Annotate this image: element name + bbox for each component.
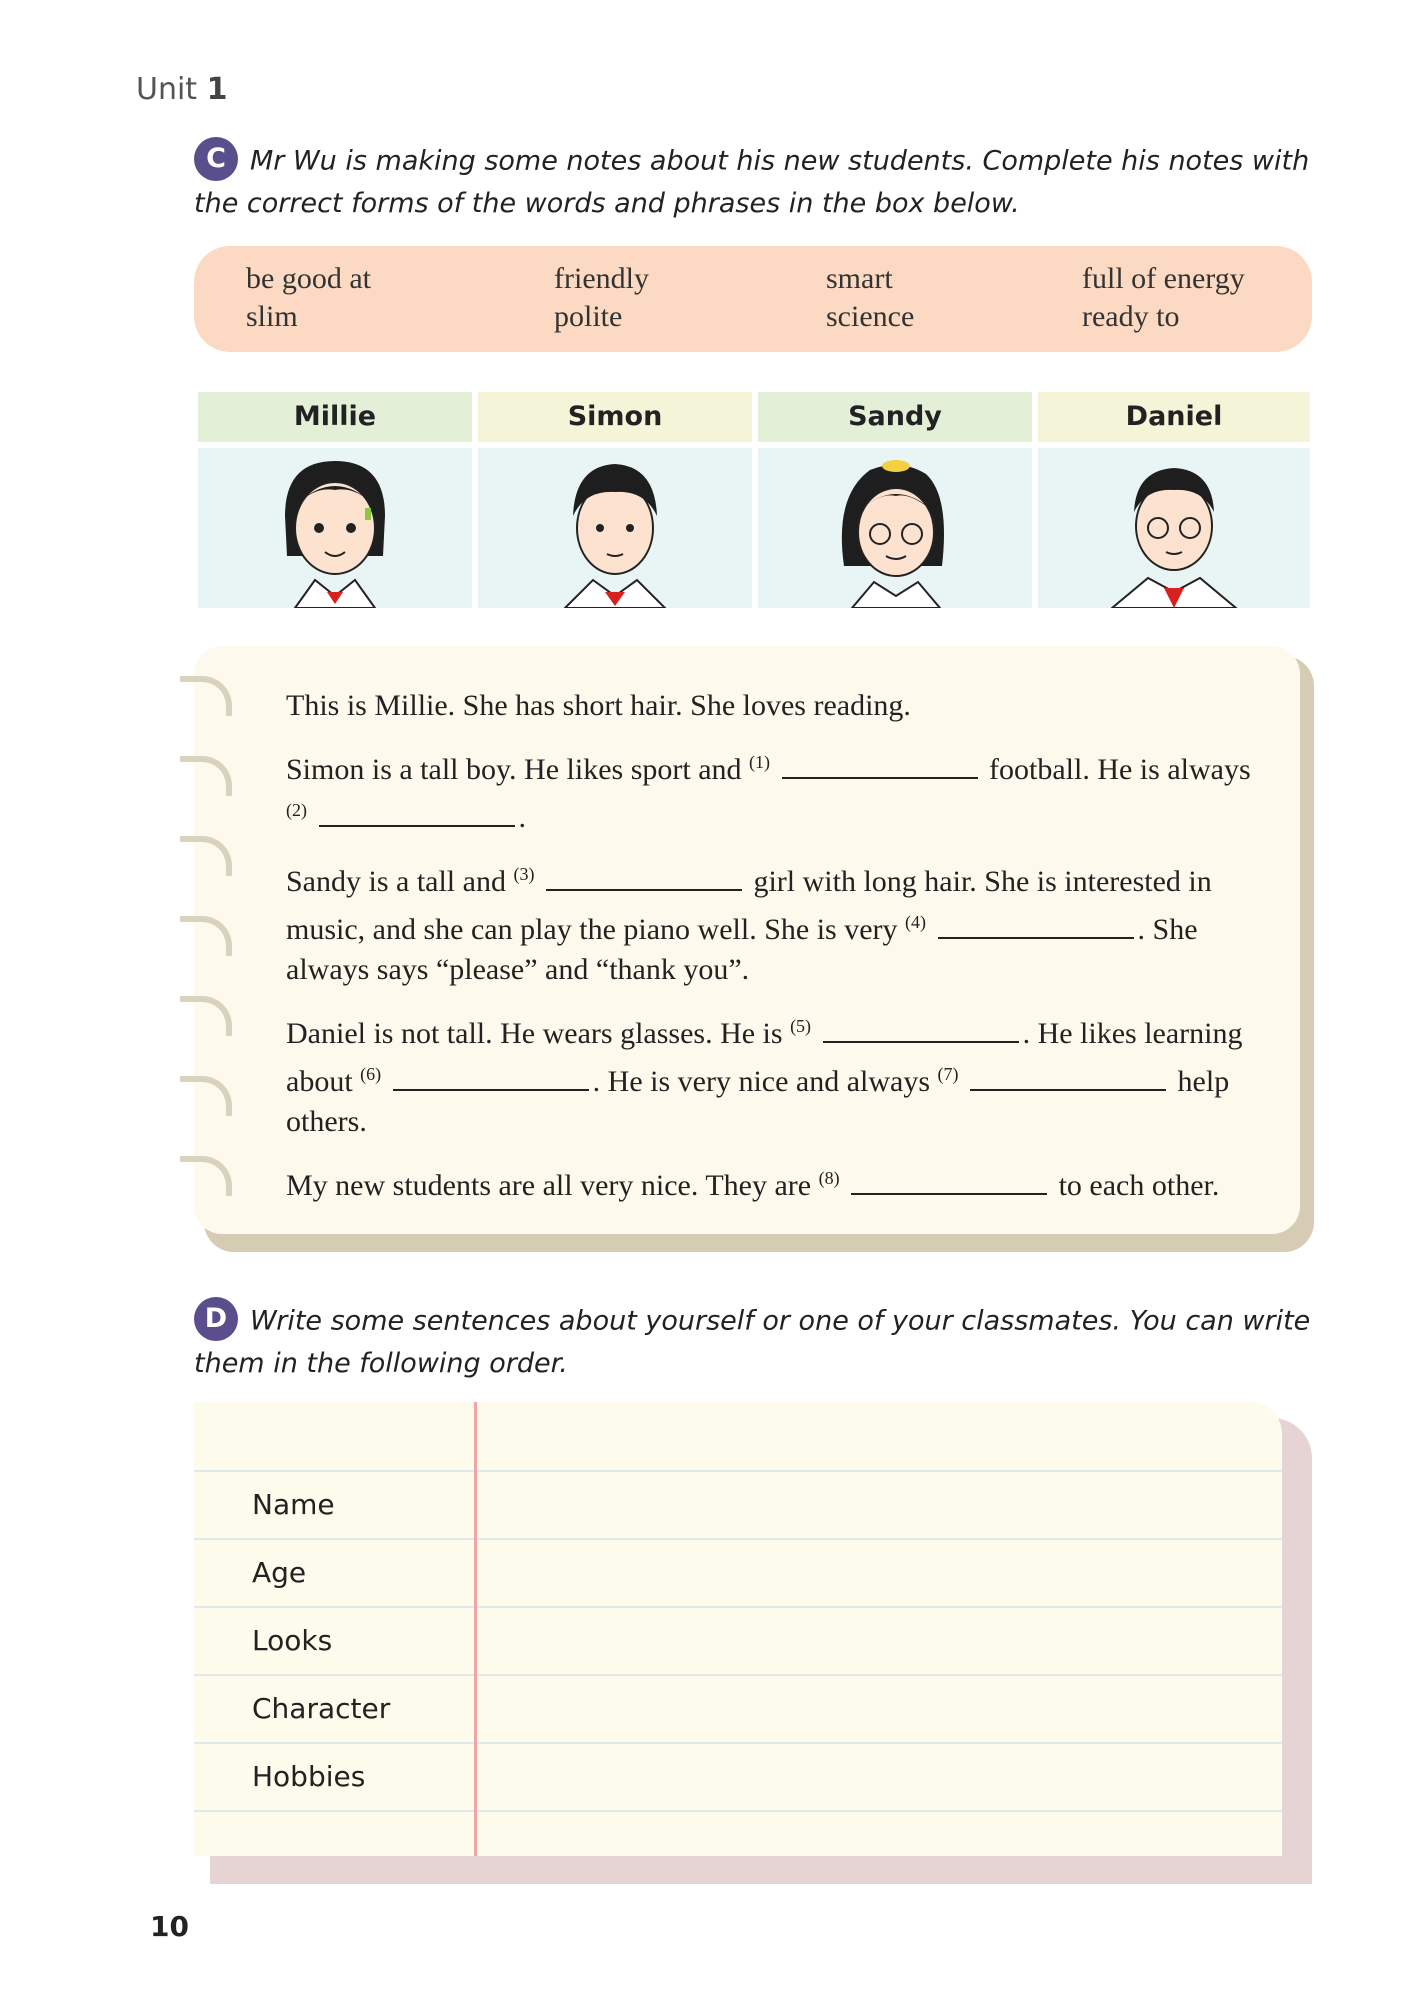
ruled-line [194,1606,1282,1608]
sandy-portrait [758,448,1032,608]
page-number: 10 [150,1910,189,1943]
note-text: . She always says “please” and “thank you”. [286,913,1198,986]
word-item: polite [554,300,623,333]
ring-binding-icon [180,756,232,796]
section-c-badge: C [194,137,238,181]
note-text: . [518,801,526,834]
ruled-line [194,1538,1282,1540]
note-text: Sandy is a tall and [286,865,506,898]
simon-portrait [478,448,752,608]
note-text: Daniel is not tall. He wears glasses. He is [286,1017,783,1050]
ring-binding-icon [180,996,232,1036]
blank-number: (7) [937,1064,959,1084]
millie-portrait [198,448,472,608]
word-box-col-4 [1082,260,1245,336]
blank-6[interactable] [393,1063,589,1091]
daniel-portrait [1038,448,1310,608]
note-text: help others. [286,1065,1230,1138]
word-item: friendly [554,262,649,295]
notes-text [286,686,1276,1222]
ring-binding-icon [180,1156,232,1196]
row-label-hobbies: Hobbies [252,1760,366,1793]
note-sandy [286,854,1276,990]
word-item: science [826,300,915,333]
section-d-instruction [194,1300,1324,1384]
ring-binding-icon [180,916,232,956]
unit-prefix: Unit [136,72,198,107]
word-box-col-2 [554,260,649,336]
blank-2[interactable] [319,799,515,827]
note-simon [286,742,1276,838]
blank-8[interactable] [851,1167,1047,1195]
note-millie [286,686,1276,726]
unit-number: 1 [206,72,228,107]
row-label-name: Name [252,1488,335,1521]
row-label-age: Age [252,1556,307,1589]
note-text: . He is very nice and always [592,1065,931,1098]
note-daniel [286,1006,1276,1142]
section-c-instruction [194,140,1324,224]
note-text: This is Millie. She has short hair. She loves reading. [286,689,911,722]
students-table [198,392,1310,608]
word-item: smart [826,262,893,295]
student-name-sandy: Sandy [758,392,1032,442]
word-box [194,246,1312,352]
word-item: ready to [1082,300,1180,333]
word-box-col-1 [246,260,371,336]
notes-notebook [194,646,1300,1234]
blank-number: (1) [749,752,771,772]
ring-binding-icon [180,1076,232,1116]
blank-3[interactable] [546,863,742,891]
note-text: football. He is always [989,753,1251,786]
student-name-simon: Simon [478,392,752,442]
section-d-text: Write some sentences about yourself or one of your classmates. You can write them in the following order. [194,1305,1311,1379]
blank-5[interactable] [823,1015,1019,1043]
ruled-line [194,1742,1282,1744]
section-d-badge: D [194,1297,238,1341]
boy-glasses-icon [1104,456,1244,608]
ruled-line [194,1810,1282,1812]
girl-ponytail-glasses-icon [830,456,960,608]
blank-7[interactable] [970,1063,1166,1091]
student-name-daniel: Daniel [1038,392,1310,442]
ring-binding-icon [180,676,232,716]
ruled-line [194,1674,1282,1676]
ruled-line [194,1470,1282,1472]
word-item: full of energy [1082,262,1245,295]
blank-number: (5) [790,1016,812,1036]
blank-number: (4) [905,912,927,932]
blank-number: (2) [286,800,307,820]
note-text: . He likes learning about [286,1017,1243,1098]
note-text: girl with long hair. She is interested in music, and she can play the piano well. She is very [286,865,1212,946]
row-label-character: Character [252,1692,391,1725]
boy-portrait-icon [555,456,675,608]
blank-number: (3) [513,864,535,884]
word-item: slim [246,300,298,333]
row-label-looks: Looks [252,1624,333,1657]
blank-1[interactable] [782,751,978,779]
lined-paper [194,1402,1282,1856]
blank-number: (6) [360,1064,382,1084]
blank-4[interactable] [938,911,1134,939]
blank-number: (8) [818,1168,840,1188]
note-text: My new students are all very nice. They are [286,1169,812,1202]
girl-short-hair-icon [275,456,395,608]
unit-label [136,72,228,107]
margin-line [474,1402,477,1856]
section-c-text: Mr Wu is making some notes about his new students. Complete his notes with the correct forms of the words and phrases in the box below. [194,145,1310,219]
word-item: be good at [246,262,371,295]
student-name-millie: Millie [198,392,472,442]
note-text: to each other. [1058,1169,1220,1202]
note-summary [286,1158,1276,1206]
note-text: Simon is a tall boy. He likes sport and [286,753,742,786]
word-box-col-3 [826,260,914,336]
ring-binding-icon [180,836,232,876]
